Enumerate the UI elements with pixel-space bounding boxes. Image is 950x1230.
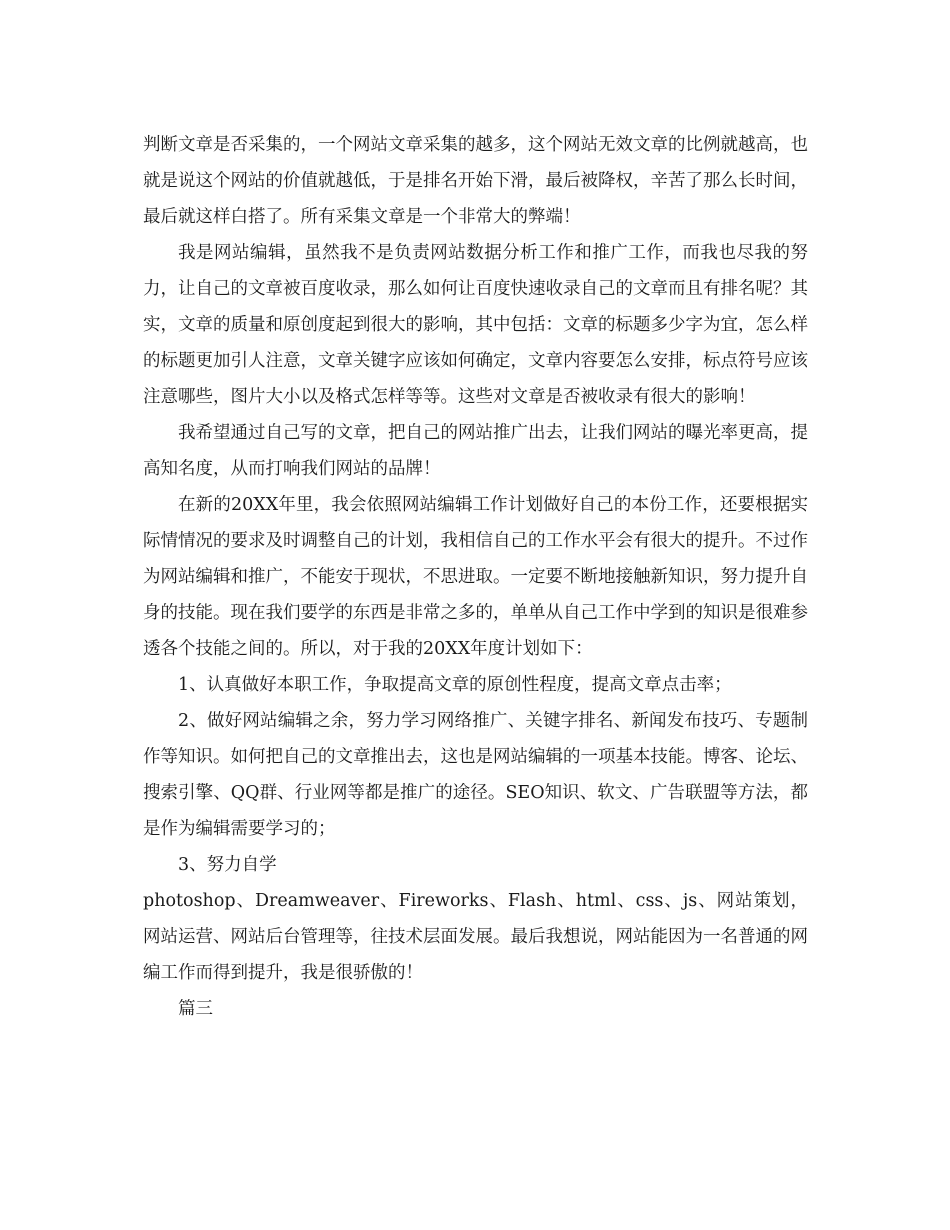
plan-item-1: 1、认真做好本职工作，争取提高文章的原创性程度，提高文章点击率；	[178, 675, 732, 695]
paragraph-editor-intro: 我是网站编辑，虽然我不是负责网站数据分析工作和推广工作，而我也尽我的努力，让自己的文章被百度收录，那么如何让百度快速收录自己的文章而且有排名呢？其实，文章的质量和原创度起到很大的影响，其中包括：文章的标题多少字为宜，怎么样的标题更加引人注意，文章关键字应该如何确定，文章内容要怎么安排，标点符号应该注意哪些，图片大小以及格式怎样等等。这些对文章是否被收录有很大的影响！	[143, 243, 808, 407]
plan-item-2: 2、做好网站编辑之余，努力学习网络推广、关键字排名、新闻发布技巧、专题制作等知识。如何把自己的文章推出去，这也是网站编辑的一项基本技能。博客、论坛、搜索引擎、QQ群、行业网等都是推广的途径。SEO知识、软文、广告联盟等方法，都是作为编辑需要学习的；	[143, 711, 808, 839]
paragraph-new-year-plan: 在新的20XX年里，我会依照网站编辑工作计划做好自己的本份工作，还要根据实际情情况的要求及时调整自己的计划，我相信自己的工作水平会有很大的提升。不过作为网站编辑和推广，不能安于现状，不思进取。一定要不断地接触新知识，努力提升自身的技能。现在我们要学的东西是非常之多的，单单从自己工作中学到的知识是很难参透各个技能之间的。所以，对于我的20XX年度计划如下：	[143, 495, 808, 659]
section-heading-part-three: 篇三	[178, 999, 213, 1019]
paragraph-continuation: 判断文章是否采集的，一个网站文章采集的越多，这个网站无效文章的比例就越高，也就是说这个网站的价值就越低，于是排名开始下滑，最后被降权，辛苦了那么长时间，最后就这样白搭了。所有采集文章是一个非常大的弊端！	[143, 135, 808, 227]
paragraph-promotion-hope: 我希望通过自己写的文章，把自己的网站推广出去，让我们网站的曝光率更高，提高知名度，从而打响我们网站的品牌！	[143, 423, 808, 479]
document-body	[143, 127, 808, 1027]
plan-item-3-heading: 3、努力自学	[178, 855, 277, 875]
plan-item-3-body: photoshop、Dreamweaver、Fireworks、Flash、html、css、js、网站策划，网站运营、网站后台管理等，往技术层面发展。最后我想说，网站能因为一名普通的网编工作而得到提升，我是很骄傲的！	[143, 891, 808, 983]
